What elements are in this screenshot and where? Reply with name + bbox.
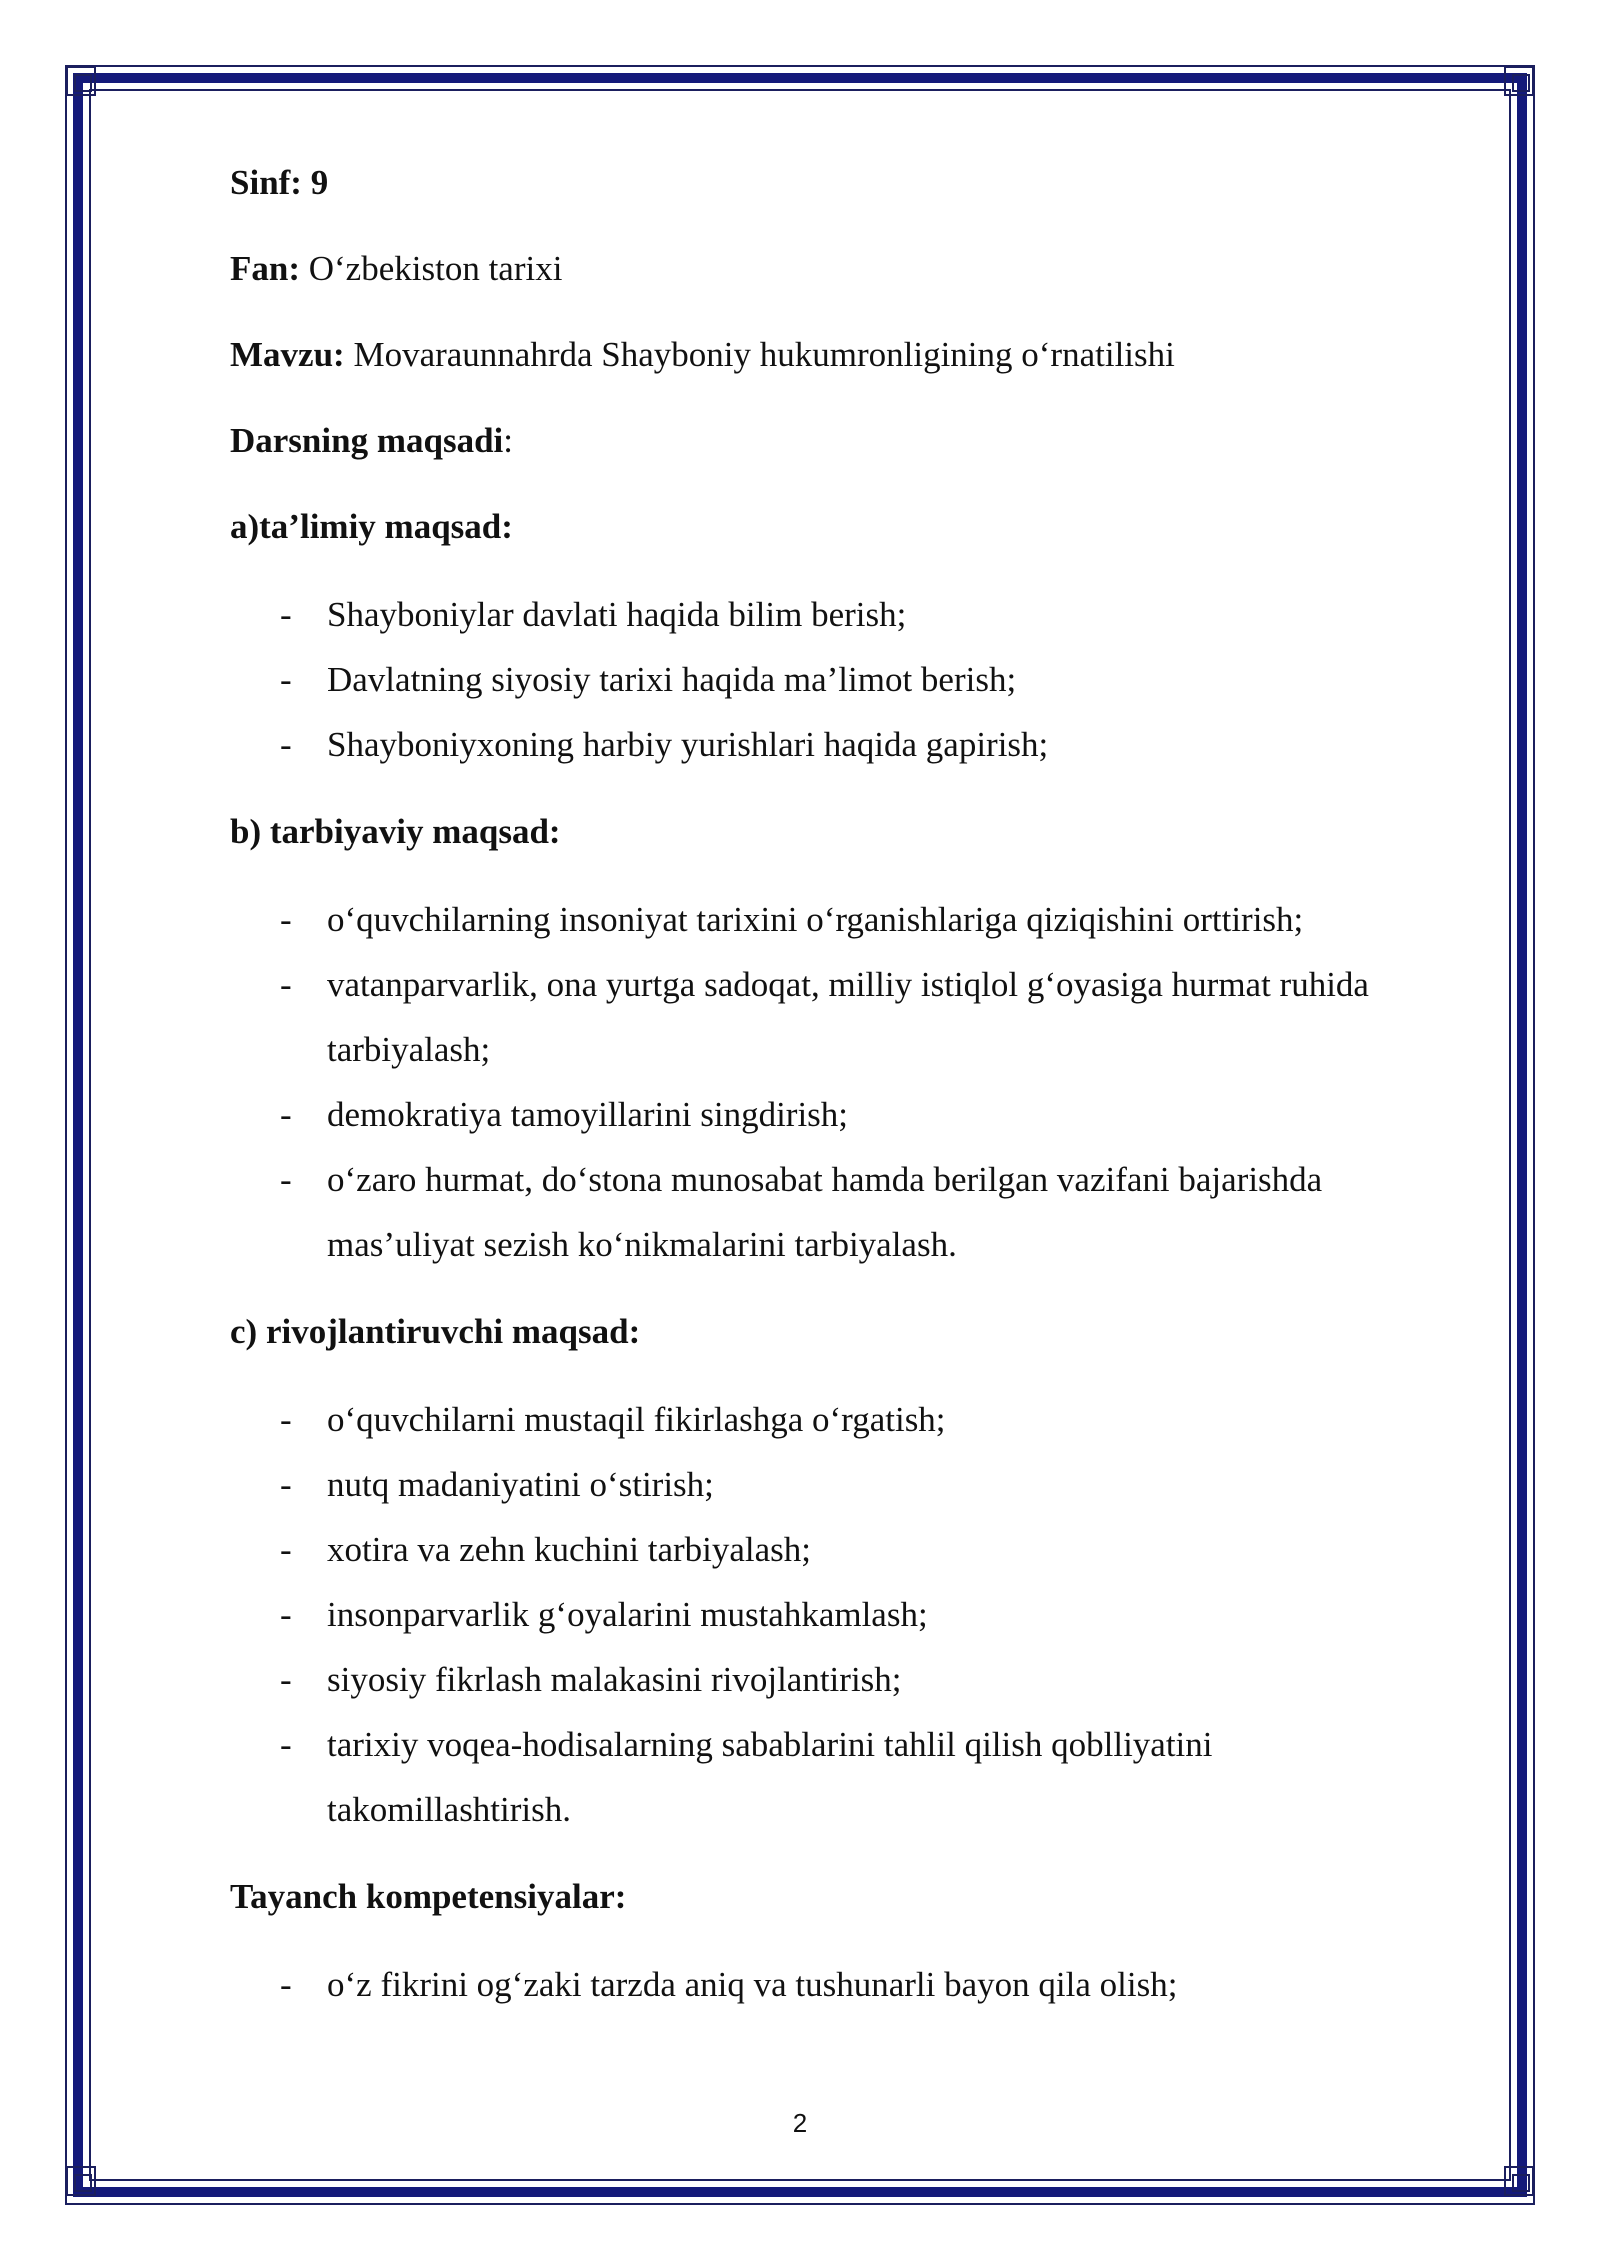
list-dash: -: [280, 900, 292, 939]
list-item-text: tarbiyalash;: [327, 1030, 491, 1069]
corner-ornament-bottom-left: [66, 2166, 96, 2196]
list-item: [230, 1452, 1470, 1517]
list-dash: -: [280, 725, 292, 764]
tarbiyaviy-heading: [230, 799, 1470, 865]
list-item-text: o‘quvchilarning insoniyat tarixini o‘rganishlariga qiziqishini orttirish;: [327, 900, 1304, 939]
rivojlantiruvchi-heading-text: c) rivojlantiruvchi maqsad:: [230, 1312, 641, 1351]
list-item: [230, 1082, 1470, 1147]
list-item: [230, 887, 1470, 952]
list-dash: -: [280, 965, 292, 1004]
list-item-text: mas’uliyat sezish ko‘nikmalarini tarbiyalash.: [327, 1225, 957, 1264]
sinf-line: [230, 150, 1470, 216]
list-dash: -: [280, 1095, 292, 1134]
list-item: [230, 1387, 1470, 1452]
list-item-text: o‘quvchilarni mustaqil fikirlashga o‘rgatish;: [327, 1400, 946, 1439]
list-dash: -: [280, 595, 292, 634]
list-item-text: o‘zaro hurmat, do‘stona munosabat hamda berilgan vazifani bajarishda: [327, 1160, 1323, 1199]
talimiy-heading-text: a)ta’limiy maqsad:: [230, 507, 513, 546]
maqsad-heading-label: Darsning maqsadi: [230, 421, 504, 460]
list-item: [230, 647, 1470, 712]
list-item-text: o‘z fikrini og‘zaki tarzda aniq va tushunarli bayon qila olish;: [327, 1965, 1178, 2004]
corner-ornament-bottom-right: [1504, 2166, 1534, 2196]
mavzu-line: [230, 322, 1470, 388]
fan-line: [230, 236, 1470, 302]
tayanch-list: [230, 1952, 1470, 2017]
fan-label: Fan:: [230, 249, 300, 288]
list-dash: -: [280, 1465, 292, 1504]
rivojlantiruvchi-heading: [230, 1299, 1470, 1365]
list-item: [230, 1147, 1470, 1212]
list-item-text: tarixiy voqea-hodisalarning sabablarini tahlil qilish qoblliyatini: [327, 1725, 1213, 1764]
tayanch-heading-text: Tayanch kompetensiyalar:: [230, 1877, 627, 1916]
list-item: [230, 952, 1470, 1017]
list-dash: -: [280, 1530, 292, 1569]
maqsad-heading: [230, 408, 1470, 474]
list-item: [230, 1517, 1470, 1582]
list-item-text: xotira va zehn kuchini tarbiyalash;: [327, 1530, 812, 1569]
mavzu-value: Movaraunnahrda Shayboniy hukumronligining o‘rnatilishi: [344, 335, 1175, 374]
list-item-text: Davlatning siyosiy tarixi haqida ma’limot berish;: [327, 660, 1017, 699]
tarbiyaviy-heading-text: b) tarbiyaviy maqsad:: [230, 812, 561, 851]
list-dash: -: [280, 660, 292, 699]
list-item-text: demokratiya tamoyillarini singdirish;: [327, 1095, 849, 1134]
list-item-text: Shayboniyxoning harbiy yurishlari haqida gapirish;: [327, 725, 1049, 764]
maqsad-heading-suffix: :: [503, 421, 514, 460]
list-item-text: siyosiy fikrlash malakasini rivojlantirish;: [327, 1660, 902, 1699]
talimiy-list: [230, 582, 1470, 777]
rivojlantiruvchi-list: [230, 1387, 1470, 1842]
list-dash: -: [280, 1660, 292, 1699]
sinf-label: Sinf:: [230, 163, 302, 202]
list-item: [230, 1647, 1470, 1712]
list-item-text: vatanparvarlik, ona yurtga sadoqat, milliy istiqlol g‘oyasiga hurmat ruhida: [327, 965, 1369, 1004]
list-item-text: takomillashtirish.: [327, 1790, 572, 1829]
list-item-continuation: [230, 1212, 1470, 1277]
list-item-text: nutq madaniyatini o‘stirish;: [327, 1465, 714, 1504]
list-item: [230, 1952, 1470, 2017]
document-body: [230, 150, 1470, 2017]
list-dash: -: [280, 1400, 292, 1439]
list-dash: -: [280, 1965, 292, 2004]
list-item-text: Shayboniylar davlati haqida bilim berish;: [327, 595, 907, 634]
list-item: [230, 582, 1470, 647]
list-dash: -: [280, 1725, 292, 1764]
tayanch-heading: [230, 1864, 1470, 1930]
list-dash: -: [280, 1160, 292, 1199]
list-item-text: insonparvarlik g‘oyalarini mustahkamlash;: [327, 1595, 928, 1634]
page-number: 2: [792, 2108, 808, 2138]
mavzu-label: Mavzu:: [230, 335, 345, 374]
talimiy-heading: [230, 494, 1470, 560]
tarbiyaviy-list: [230, 887, 1470, 1277]
corner-ornament-top-right: [1504, 66, 1534, 96]
fan-value: O‘zbekiston tarixi: [300, 249, 563, 288]
sinf-value: 9: [301, 163, 329, 202]
corner-ornament-top-left: [66, 66, 96, 96]
list-item: [230, 1582, 1470, 1647]
list-item: [230, 1712, 1470, 1777]
list-item-continuation: [230, 1017, 1470, 1082]
list-dash: -: [280, 1595, 292, 1634]
list-item-continuation: [230, 1777, 1470, 1842]
list-item: [230, 712, 1470, 777]
